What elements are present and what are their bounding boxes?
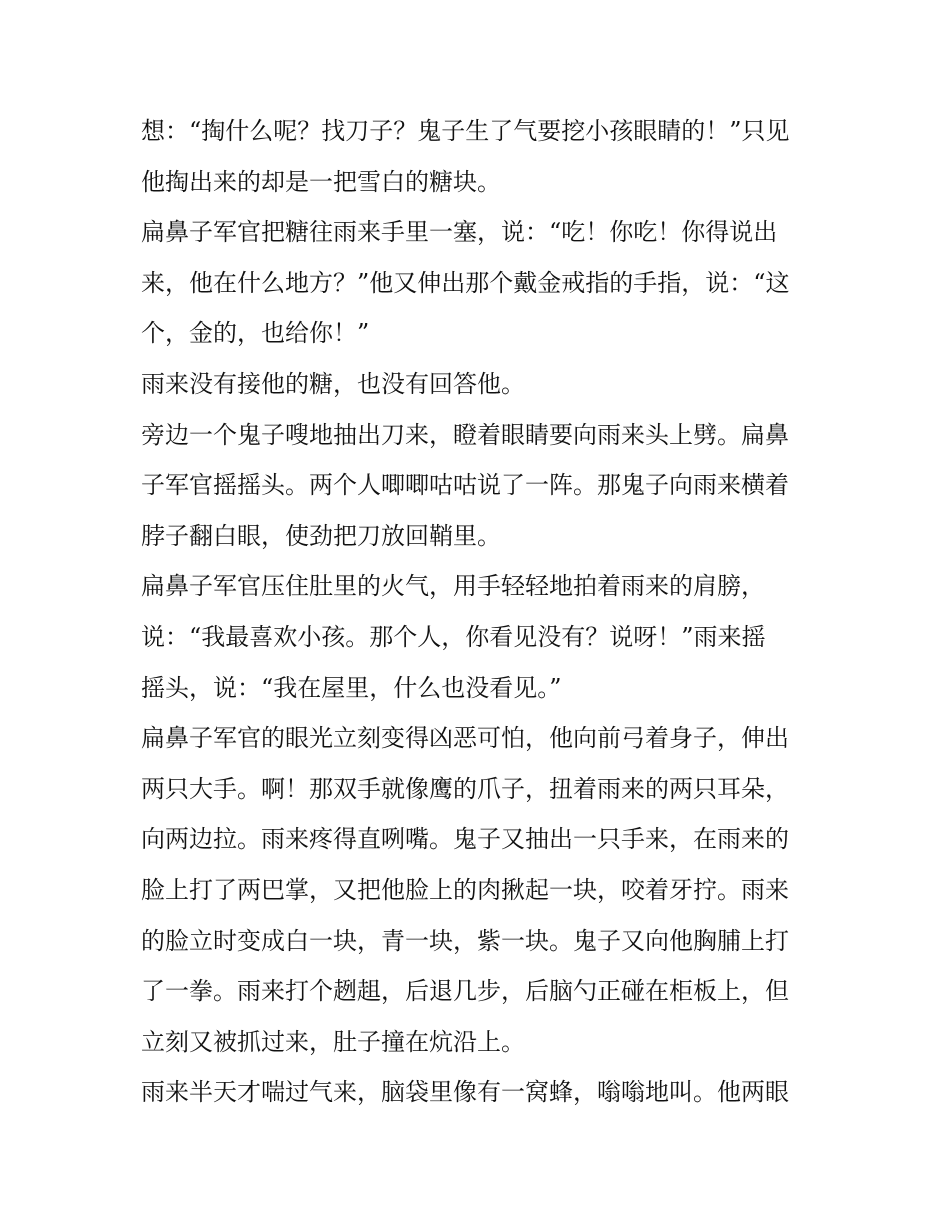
text-line: 了一拳。雨来打个趔趄，后退几步，后脑勺正碰在柜板上，但 — [141, 977, 789, 1006]
text-line: 雨来半天才喘过气来，脑袋里像有一窝蜂，嗡嗡地叫。他两眼 — [141, 1078, 789, 1107]
text-line: 扁鼻子军官压住肚里的火气，用手轻轻地拍着雨来的肩膀， — [141, 572, 765, 601]
text-line: 脸上打了两巴掌，又把他脸上的肉揪起一块，咬着牙拧。雨来 — [141, 875, 789, 904]
text-line: 来，他在什么地方？”他又伸出那个戴金戒指的手指，说：“这 — [141, 268, 790, 297]
text-line: 说：“我最喜欢小孩。那个人，你看见没有？说呀！”雨来摇 — [141, 622, 766, 651]
text-line: 立刻又被抓过来，肚子撞在炕沿上。 — [141, 1027, 525, 1056]
text-line: 扁鼻子军官的眼光立刻变得凶恶可怕，他向前弓着身子，伸出 — [141, 724, 789, 753]
document-body — [141, 106, 821, 1118]
text-line: 他掏出来的却是一把雪白的糖块。 — [141, 167, 501, 196]
text-line: 的脸立时变成白一块，青一块，紫一块。鬼子又向他胸脯上打 — [141, 926, 789, 955]
text-line: 个，金的，也给你！” — [141, 319, 370, 348]
text-line: 雨来没有接他的糖，也没有回答他。 — [141, 369, 525, 398]
text-line: 向两边拉。雨来疼得直咧嘴。鬼子又抽出一只手来，在雨来的 — [141, 825, 789, 854]
text-line: 脖子翻白眼，使劲把刀放回鞘里。 — [141, 521, 501, 550]
text-line: 扁鼻子军官把糖往雨来手里一塞，说：“吃！你吃！你得说出 — [141, 218, 778, 247]
text-line: 两只大手。啊！那双手就像鹰的爪子，扭着雨来的两只耳朵， — [141, 774, 789, 803]
text-line: 摇头，说：“我在屋里，什么也没看见。” — [141, 673, 562, 702]
text-line: 子军官摇摇头。两个人唧唧咕咕说了一阵。那鬼子向雨来横着 — [141, 471, 789, 500]
text-line: 旁边一个鬼子嗖地抽出刀来，瞪着眼睛要向雨来头上劈。扁鼻 — [141, 420, 789, 449]
text-line: 想：“掏什么呢？找刀子？鬼子生了气要挖小孩眼睛的！”只见 — [141, 117, 790, 145]
